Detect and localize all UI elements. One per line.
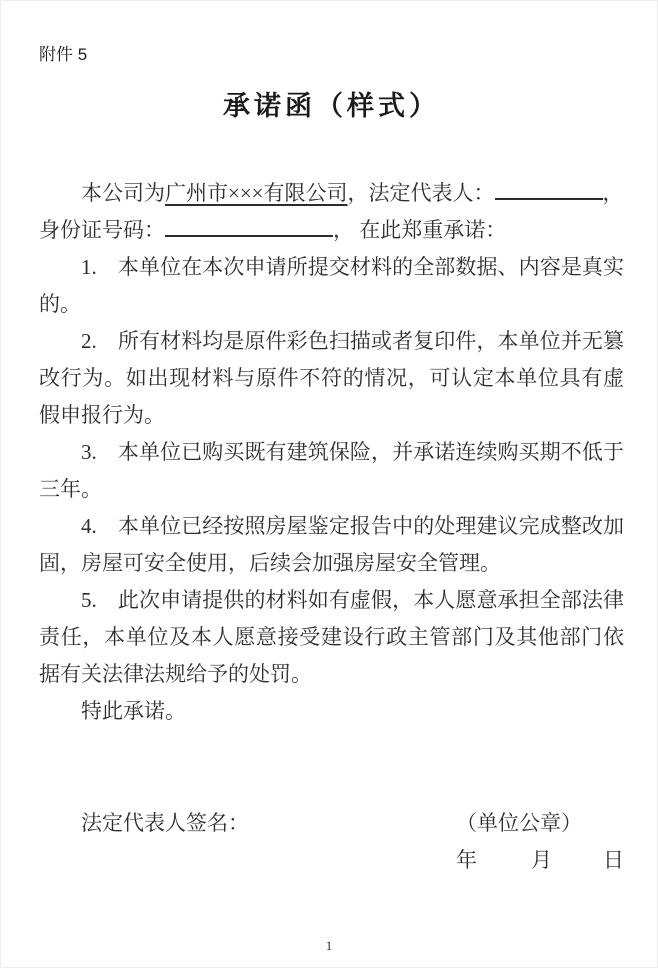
company-seal-label: （单位公章） (456, 811, 582, 835)
commitment-item-1: 1. 本单位在本次申请所提交材料的全部数据、内容是真实的。 (39, 255, 624, 316)
commitment-item-2: 2. 所有材料均是原件彩色扫描或者复印件，本单位并无篡改行为。如出现材料与原件不符的情况，可认定本单位具有虚假申报行为。 (39, 329, 624, 427)
intro-tail-text: ， 在此郑重承诺： (333, 218, 507, 242)
page-title: 承诺函（样式） (223, 91, 440, 121)
document-body (39, 175, 624, 730)
date-day-label: 日 (603, 848, 624, 872)
id-number-blank (165, 215, 333, 237)
date-month-label: 月 (531, 848, 552, 872)
commitment-item-5: 5. 此次申请提供的材料如有虚假，本人愿意承担全部法律责任，本单位及本人愿意接受建设行政主管部门及其他部门依据有关法律法规给予的处罚。 (39, 588, 624, 686)
legal-rep-name-blank (495, 178, 603, 200)
attachment-label: 附件 5 (39, 45, 88, 64)
legal-rep-label: ，法定代表人： (347, 181, 495, 205)
date-year-label: 年 (456, 848, 477, 872)
date-row (39, 842, 624, 879)
intro-line-2 (39, 212, 624, 249)
intro-line-1 (39, 175, 624, 212)
signature-row (39, 805, 624, 842)
page-number: 1 (325, 938, 333, 953)
closing-statement: 特此承诺。 (81, 699, 186, 723)
commitment-item-3: 3. 本单位已购买既有建筑保险，并承诺连续购买期不低于三年。 (39, 440, 624, 501)
comma-after-rep-blank: ， (602, 181, 624, 205)
commitment-item-4: 4. 本单位已经按照房屋鉴定报告中的处理建议完成整改加固，房屋可安全使用，后续会加强房屋安全管理。 (39, 514, 624, 575)
company-name-underlined: 广州市×××有限公司 (165, 181, 348, 205)
legal-rep-signature-label: 法定代表人签名： (81, 811, 249, 835)
id-number-label: 身份证号码： (39, 218, 165, 242)
intro-lead-text: 本公司为 (81, 181, 165, 205)
